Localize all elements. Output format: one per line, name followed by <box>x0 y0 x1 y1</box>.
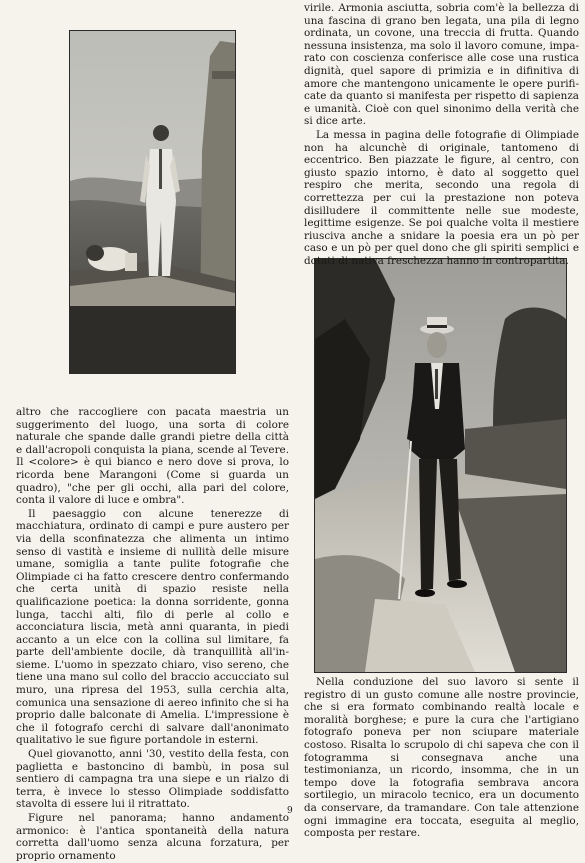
paragraph: Figure nel panorama; hanno andamento armonico: è l'antica spontaneità della natura corretta dall'uomo senza alcuna forzatura, per proprio ornamento <box>16 812 289 862</box>
photo-man-with-dog <box>69 30 236 374</box>
paragraph: virile. Armonia asciutta, sobria com'è la bellezza di una fascina di grano ben legata, una pila di legno ordinata, un covone, una treccia di frutta. Quando nessuna insistenza, ma solo il lavoro comune, imparato con coscienza conferisce alle cose una rustica dignità, quel sapore di primizia e in difinitiva di amore che mantengono unicamente le opere purificate da quanto si manifesta per rispetto di sapienza e umanità. Cioè con quel sinonimo della verità che si dice arte. <box>304 2 579 128</box>
article-text-left <box>16 406 289 863</box>
paragraph: Quel giovanotto, anni '30, vestito della festa, con paglietta e bastoncino di bambù, in posa sul sentiero di campagna tra una siepe e un rialzo di terra, è invece lo stesso Olimpiade soddisfatto stavolta di essere lui il ritrattato. <box>16 748 289 811</box>
photo-young-man-with-cane <box>314 258 567 673</box>
article-text-bottom-right <box>304 676 579 841</box>
paragraph: Nella conduzione del suo lavoro si sente il registro di un gusto comune alle nostre provincie, che si era formato combinando realtà locale e moralità borghese; e pure la cura che l'artigiano fotografo poneva per non sciupare materiale costoso. Risalta lo scrupolo di chi sapeva che con il fotogramma si consegnava anche una testimonianza, un ricordo, insomma, che in un tempo dove la fotografia sembrava ancora sortilegio, un miracolo tecnico, era un documento da conservare, da tramandare. Con tale attenzione ogni immagine era toccata, eseguita al meglio, composta per restare. <box>304 676 579 840</box>
page-number: 9 <box>287 806 293 816</box>
article-text-top-right <box>304 2 579 268</box>
paragraph: altro che raccogliere con pacata maestria un suggerimento del luogo, una sorta di colore naturale che spande dalle grandi pietre della città e dall'acropoli conquista la piana, scende al Tevere. Il <colore> è qui bianco e nero dove si prova, lo ricorda bene Marangoni (Come si guarda un quadro), "che per gli occhi, alla pari del colore, conta il valore di luce e ombra". <box>16 406 289 507</box>
paragraph: La messa in pagina delle fotografie di Olimpiade non ha alcunchè di originale, tantomeno di eccentrico. Ben piazzate le figure, al centro, con giusto spazio intorno, è dato al soggetto quel respiro che merita, secondo una regola di correttezza per cui la prestazione non poteva disilludere il committente nelle sue modeste, legittime esigenze. Se poi qualche volta il mestiere riusciva anche a snidare la poesia era un pò per caso e un pò per quel dono che gli spiriti semplici e dotati di nativa freschezza hanno in contropartita. <box>304 128 579 267</box>
paragraph: Il paesaggio con alcune tenerezze di macchiatura, ordinato di campi e pure austero per via della sconfinatezza che alimenta un intimo senso di vastità e insieme di nullità delle misure umane, somiglia a tante pulite fotografie che Olimpiade ci ha fatto crescere dentro confermando che certa unità di spazio resiste nella qualificazione poetica: la donna sorridente, gonna lunga, tacchi alti, filo di perle al collo e acconciatura liscia, metà anni quaranta, in piedi accanto a un elce con la collina sul limitare, fa parte dell'ambiente docile, dà tranquillità all'insieme. L'uomo in spezzato chiaro, viso sereno, che tiene una mano sul collo del braccio accucciato sul muro, una ripresa del 1953, sulla cerchia alta, comunica una sensazione di aereo infinito che si ha proprio dalle balconate di Amelia. L'impressione è che il fotografo cerchi di salvare dall'anonimato qualitativo le sue figure portandole in esterni. <box>16 507 289 747</box>
